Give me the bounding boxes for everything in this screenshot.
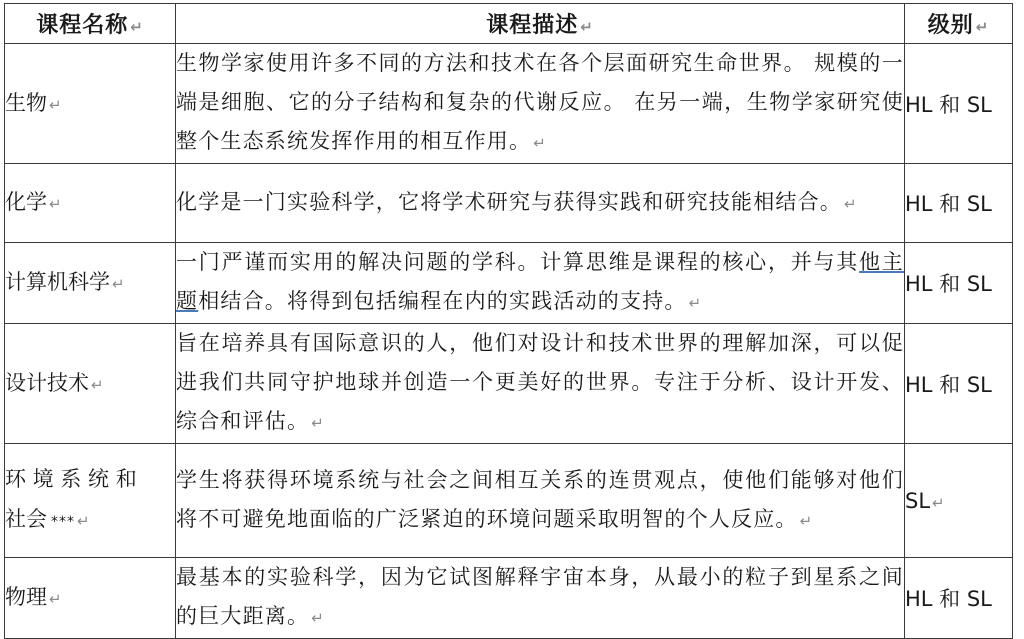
course-level-cell: HL 和 SL (905, 164, 1013, 243)
table-row (5, 164, 1013, 243)
course-name-cell: 物理 ↵ (5, 558, 176, 639)
course-name-cell: 环 境 系 统 和 社会 *** ↵ (5, 444, 176, 558)
course-name-cell: 设计技术 ↵ (5, 324, 176, 444)
course-description-cell: 一门严谨而实用的解决问题的学科。计算思维是课程的核心，并与其他主题相结合。将得到包括编程在内的实践活动的支持。 ↵ (176, 243, 905, 324)
table-row (5, 558, 1013, 639)
course-level-cell: HL 和 SL (905, 324, 1013, 444)
course-name-cell: 化学 ↵ (5, 164, 176, 243)
header-row (5, 4, 1013, 44)
header-course-name: 课程名称 ↵ (5, 4, 176, 44)
course-description-cell: 生物学家使用许多不同的方法和技术在各个层面研究生命世界。 规模的一端是细胞、它的分子结构和复杂的代谢反应。 在另一端，生物学家研究使整个生态系统发挥作用的相互作用。 ↵ (176, 44, 905, 164)
course-level-cell: SL ↵ (905, 444, 1013, 558)
course-table (4, 3, 1013, 639)
course-description-cell: 学生将获得环境系统与社会之间相互关系的连贯观点，使他们能够对他们将不可避免地面临的广泛紧迫的环境问题采取明智的个人反应。 ↵ (176, 444, 905, 558)
course-level-cell: HL 和 SL (905, 243, 1013, 324)
course-description-cell: 旨在培养具有国际意识的人，他们对设计和技术世界的理解加深，可以促进我们共同守护地球并创造一个更美好的世界。专注于分析、设计开发、综合和评估。 ↵ (176, 324, 905, 444)
course-level-cell: HL 和 SL (905, 558, 1013, 639)
course-level-cell: HL 和 SL (905, 44, 1013, 164)
table-row (5, 444, 1013, 558)
course-name-cell: 计算机科学 ↵ (5, 243, 176, 324)
header-level: 级别 ↵ (905, 4, 1013, 44)
course-description-cell: 化学是一门实验科学，它将学术研究与获得实践和研究技能相结合。 ↵ (176, 164, 905, 243)
table-row (5, 324, 1013, 444)
course-name-cell: 生物 ↵ (5, 44, 176, 164)
table-row (5, 44, 1013, 164)
course-description-cell: 最基本的实验科学，因为它试图解释宇宙本身，从最小的粒子到星系之间的巨大距离。 ↵ (176, 558, 905, 639)
header-course-description: 课程描述 ↵ (176, 4, 905, 44)
table-row (5, 243, 1013, 324)
underlined-term: 他主题 (176, 250, 904, 313)
